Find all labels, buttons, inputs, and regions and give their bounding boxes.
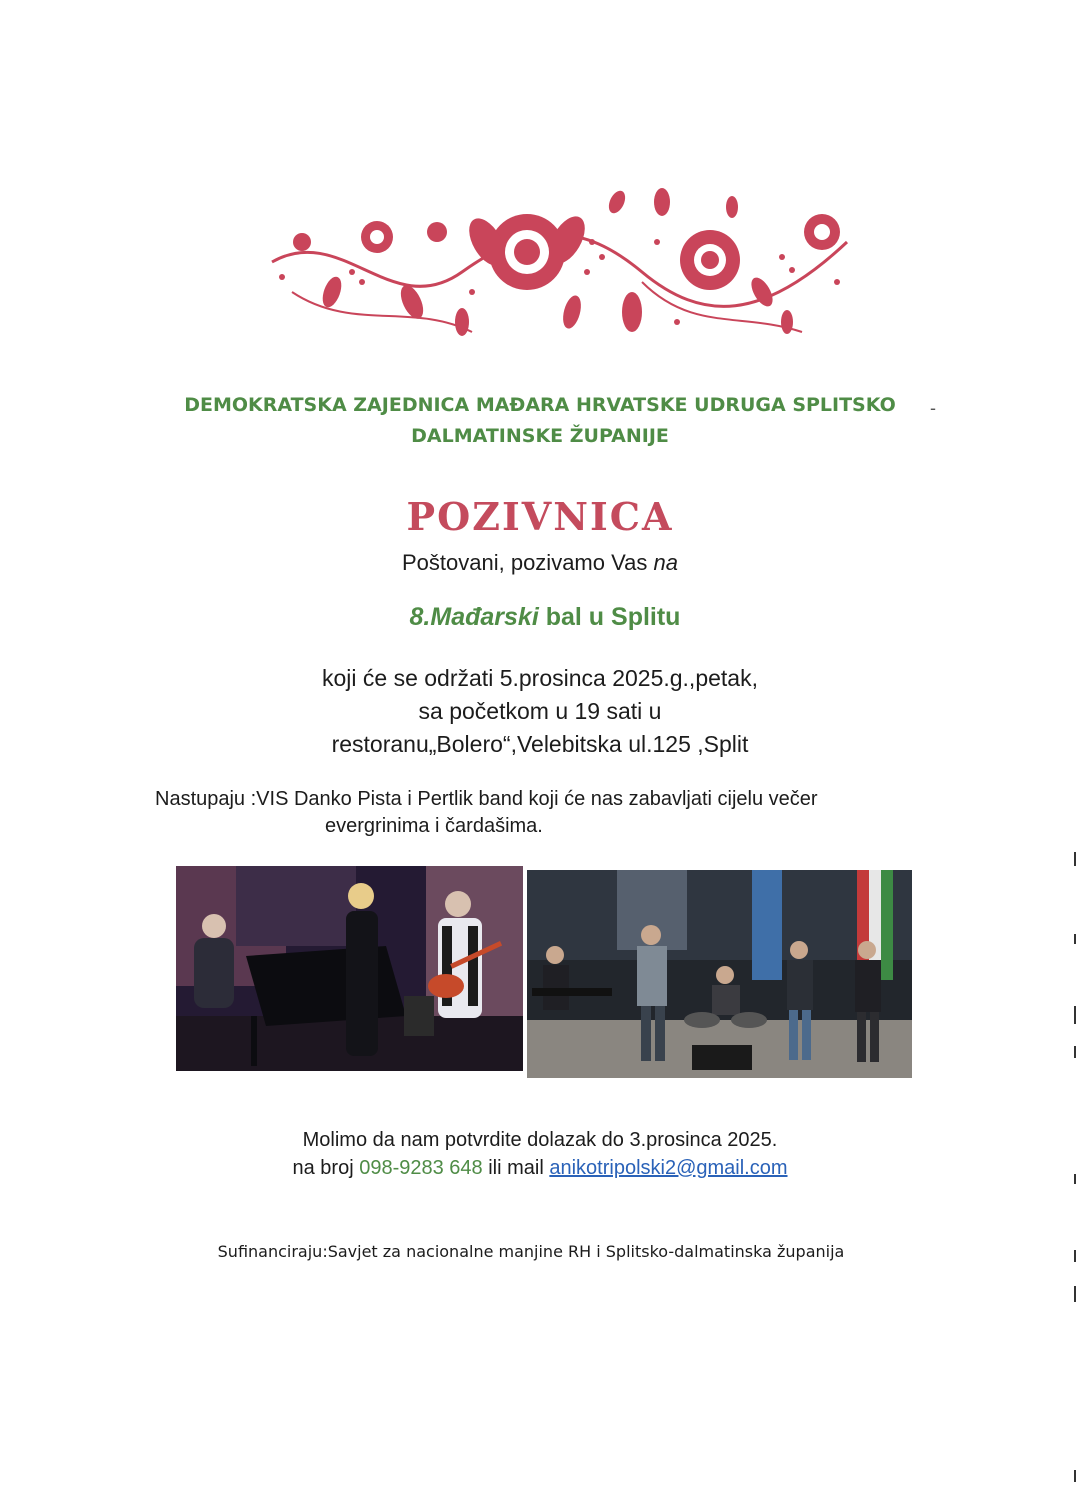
scan-edge-mark <box>1074 1174 1076 1184</box>
band-on-stage-photo <box>527 870 912 1078</box>
rsvp-email-link[interactable]: anikotripolski2@gmail.com <box>549 1157 788 1179</box>
scan-edge-mark <box>1074 1470 1076 1482</box>
invitation-title: POZIVNICA <box>406 494 674 539</box>
performers-line-1: Nastupaju :VIS Danko Pista i Pertlik band koji će nas zabavljati cijelu večer <box>155 788 818 810</box>
sponsor-note: Sufinanciraju:Savjet za nacionalne manjine RH i Splitsko-dalmatinska županija <box>217 1242 845 1261</box>
scan-dash-mark: - <box>930 398 936 418</box>
duo-performance-photo <box>176 866 523 1071</box>
scan-edge-mark <box>1074 1046 1076 1058</box>
details-line-3: restoranu„Bolero“,Velebitska ul.125 ,Split <box>331 731 749 757</box>
details-line-1: koji će se održati 5.prosinca 2025.g.,petak, <box>322 665 758 691</box>
greeting-italic: na <box>653 550 678 575</box>
scan-edge-mark <box>1074 1250 1076 1262</box>
rsvp-phone-number[interactable]: 098-9283 648 <box>359 1157 483 1179</box>
event-details <box>240 662 840 761</box>
scan-edge-mark <box>1074 934 1076 944</box>
rsvp-prefix: na broj <box>292 1157 354 1179</box>
rsvp-mid-text: ili mail <box>488 1157 544 1179</box>
organization-line-2: DALMATINSKE ŽUPANIJE <box>411 425 669 447</box>
performers-text <box>155 786 875 840</box>
scan-edge-mark <box>1074 1286 1076 1302</box>
scan-edge-mark <box>1074 1006 1076 1024</box>
rsvp-section <box>240 1126 840 1182</box>
greeting-text: Poštovani, pozivamo Vas <box>402 550 648 575</box>
rsvp-line-1: Molimo da nam potvrdite dolazak do 3.prosinca 2025. <box>302 1129 778 1151</box>
folk-flower-ornament <box>262 182 852 362</box>
performers-line-2: evergrinima i čardašima. <box>325 815 543 837</box>
scan-edge-mark <box>1074 852 1076 866</box>
rsvp-line-2 <box>240 1154 840 1182</box>
event-name-rest: bal u Splitu <box>545 603 681 631</box>
greeting <box>0 550 1080 576</box>
event-name-italic: 8.Mađarski <box>409 603 539 631</box>
event-name <box>0 603 1080 632</box>
details-line-2: sa početkom u 19 sati u <box>418 698 662 724</box>
organization-line-1: DEMOKRATSKA ZAJEDNICA MAĐARA HRVATSKE UDRUGA SPLITSKO <box>184 394 896 416</box>
organization-name <box>150 390 930 452</box>
